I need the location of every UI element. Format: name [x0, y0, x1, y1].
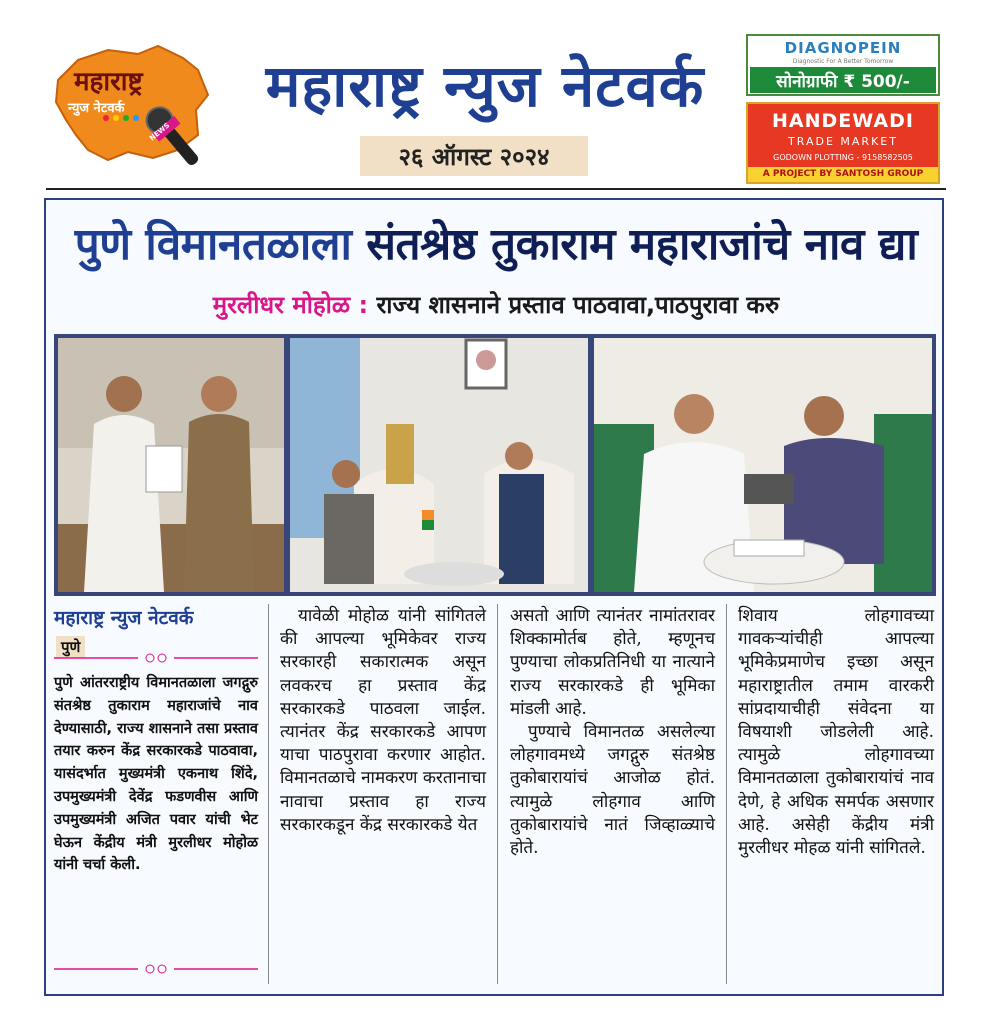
col3-paragraph-1: शिवाय लोहगावच्या गावकऱ्यांचीही आपल्या भूमिकेप्रमाणेच इच्छा असून महाराष्ट्रातील तमाम वारकरी सांप्रदायाचीही संवेदना या विषयाशी जोडलेली आहे. त्यामुळे लोहगावच्या विमानतळाला तुकोबारायांचं नाव देणे, हे अधिक समर्पक असणार आहे. असेही केंद्रीय मंत्री मुरलीधर मोहळ यांनी सांगितले. [738, 606, 934, 859]
logo-mic-label: NEWS [148, 121, 172, 143]
col2-paragraph-2: पुण्याचे विमानतळ असलेल्या लोहगावमध्ये जगद्गुरु संतश्रेष्ठ तुकोबारायांचं आजोळ होतं. त्यामुळे लोहगाव आणि तुकोबारायांचे नातं जिव्हाळ्याचे होते. [510, 722, 715, 859]
ad-handewadi-name: HANDEWADI [772, 110, 914, 132]
ad-diagnopein-brand: DIAGNOPEIN [784, 39, 902, 57]
photo-1 [58, 338, 284, 592]
logo-line2: न्युज नेटवर्क [68, 101, 125, 116]
separator-bottom-icon [54, 962, 258, 976]
photo-3 [594, 338, 932, 592]
col1-paragraph-1: यावेळी मोहोळ यांनी सांगितले की आपल्या भूमिकेवर राज्य सरकारही सकारात्मक असून लवकरच हा प्रस्ताव केंद्र सरकारकडे पाठवला जाईल. त्यानंतर केंद्र सरकारकडे आपण याचा पाठपुरावा करणार आहोत. विमानतळाचे नामकरण करतानाचा नावाचा प्रस्ताव हा राज्य सरकारकडून केंद्र सरकारकडे येत [280, 606, 486, 835]
ad-diagnopein-offer: सोनोग्राफी ₹ 500/- [750, 67, 936, 93]
separator-top-icon [54, 651, 258, 665]
masthead-divider [46, 188, 946, 190]
byline: महाराष्ट्र न्युज नेटवर्क [54, 607, 194, 629]
column-rule-1 [268, 604, 269, 984]
article-headline [50, 212, 942, 272]
photo-strip [54, 334, 936, 596]
article-column-2 [510, 605, 715, 860]
masthead-logo [48, 40, 218, 170]
article-column-3 [738, 605, 934, 860]
col2-paragraph-1: असतो आणि त्यानंतर नामांतरावर शिक्कामोर्तब होते, म्हणूनच पुण्याचा लोकप्रतिनिधी या नात्याने राज्य सरकारकडे ही भूमिका मांडली आहे. [510, 606, 715, 719]
article-lead: पुणे आंतरराष्ट्रीय विमानतळाला जगद्गुरु संतश्रेष्ठ तुकाराम महाराजांचे नाव देण्यासाठी, राज्य शासनाने तसा प्रस्ताव तयार करुन केंद्र सरकारकडे पाठवावा, यासंदर्भात मुख्यमंत्री एकनाथ शिंदे, उपमुख्यमंत्री देवेंद्र फडणवीस आणि उपमुख्यमंत्री अजित पवार यांची भेट घेऊन केंद्रीय मंत्री मुरलीधर मोहोळ यांनी चर्चा केली. [54, 675, 258, 874]
photo-2 [290, 338, 588, 592]
ad-diagnopein[interactable] [746, 34, 940, 96]
article-column-1 [280, 605, 486, 837]
headline-part2: संतश्रेष्ठ तुकाराम महाराजांचे नाव द्या [366, 219, 918, 270]
ad-handewadi[interactable] [746, 102, 940, 184]
subhead-name: मुरलीधर मोहोळ : [212, 291, 369, 319]
logo-line1: महाराष्ट्र [74, 67, 143, 97]
subhead-text: राज्य शासनाने प्रस्ताव पाठवावा,पाठपुरावा करु [376, 291, 780, 319]
column-rule-2 [497, 604, 498, 984]
ad-handewadi-project: A PROJECT BY SANTOSH GROUP [748, 167, 938, 182]
article-subhead [50, 288, 942, 321]
headline-part1: पुणे विमानतळाला [74, 219, 352, 270]
ad-handewadi-phone: GODOWN PLOTTING - 9158582505 [773, 153, 913, 162]
column-rule-3 [726, 604, 727, 984]
ad-handewadi-sub: TRADE MARKET [788, 135, 898, 148]
issue-date: २६ ऑगस्ट २०२४ [360, 136, 588, 176]
masthead-title: महाराष्ट्र न्युज नेटवर्क [265, 52, 705, 120]
dateline: पुणे [56, 636, 85, 658]
meeting-photos-image [54, 334, 936, 596]
ad-diagnopein-tagline: Diagnostic For A Better Tomorrow [792, 58, 894, 65]
